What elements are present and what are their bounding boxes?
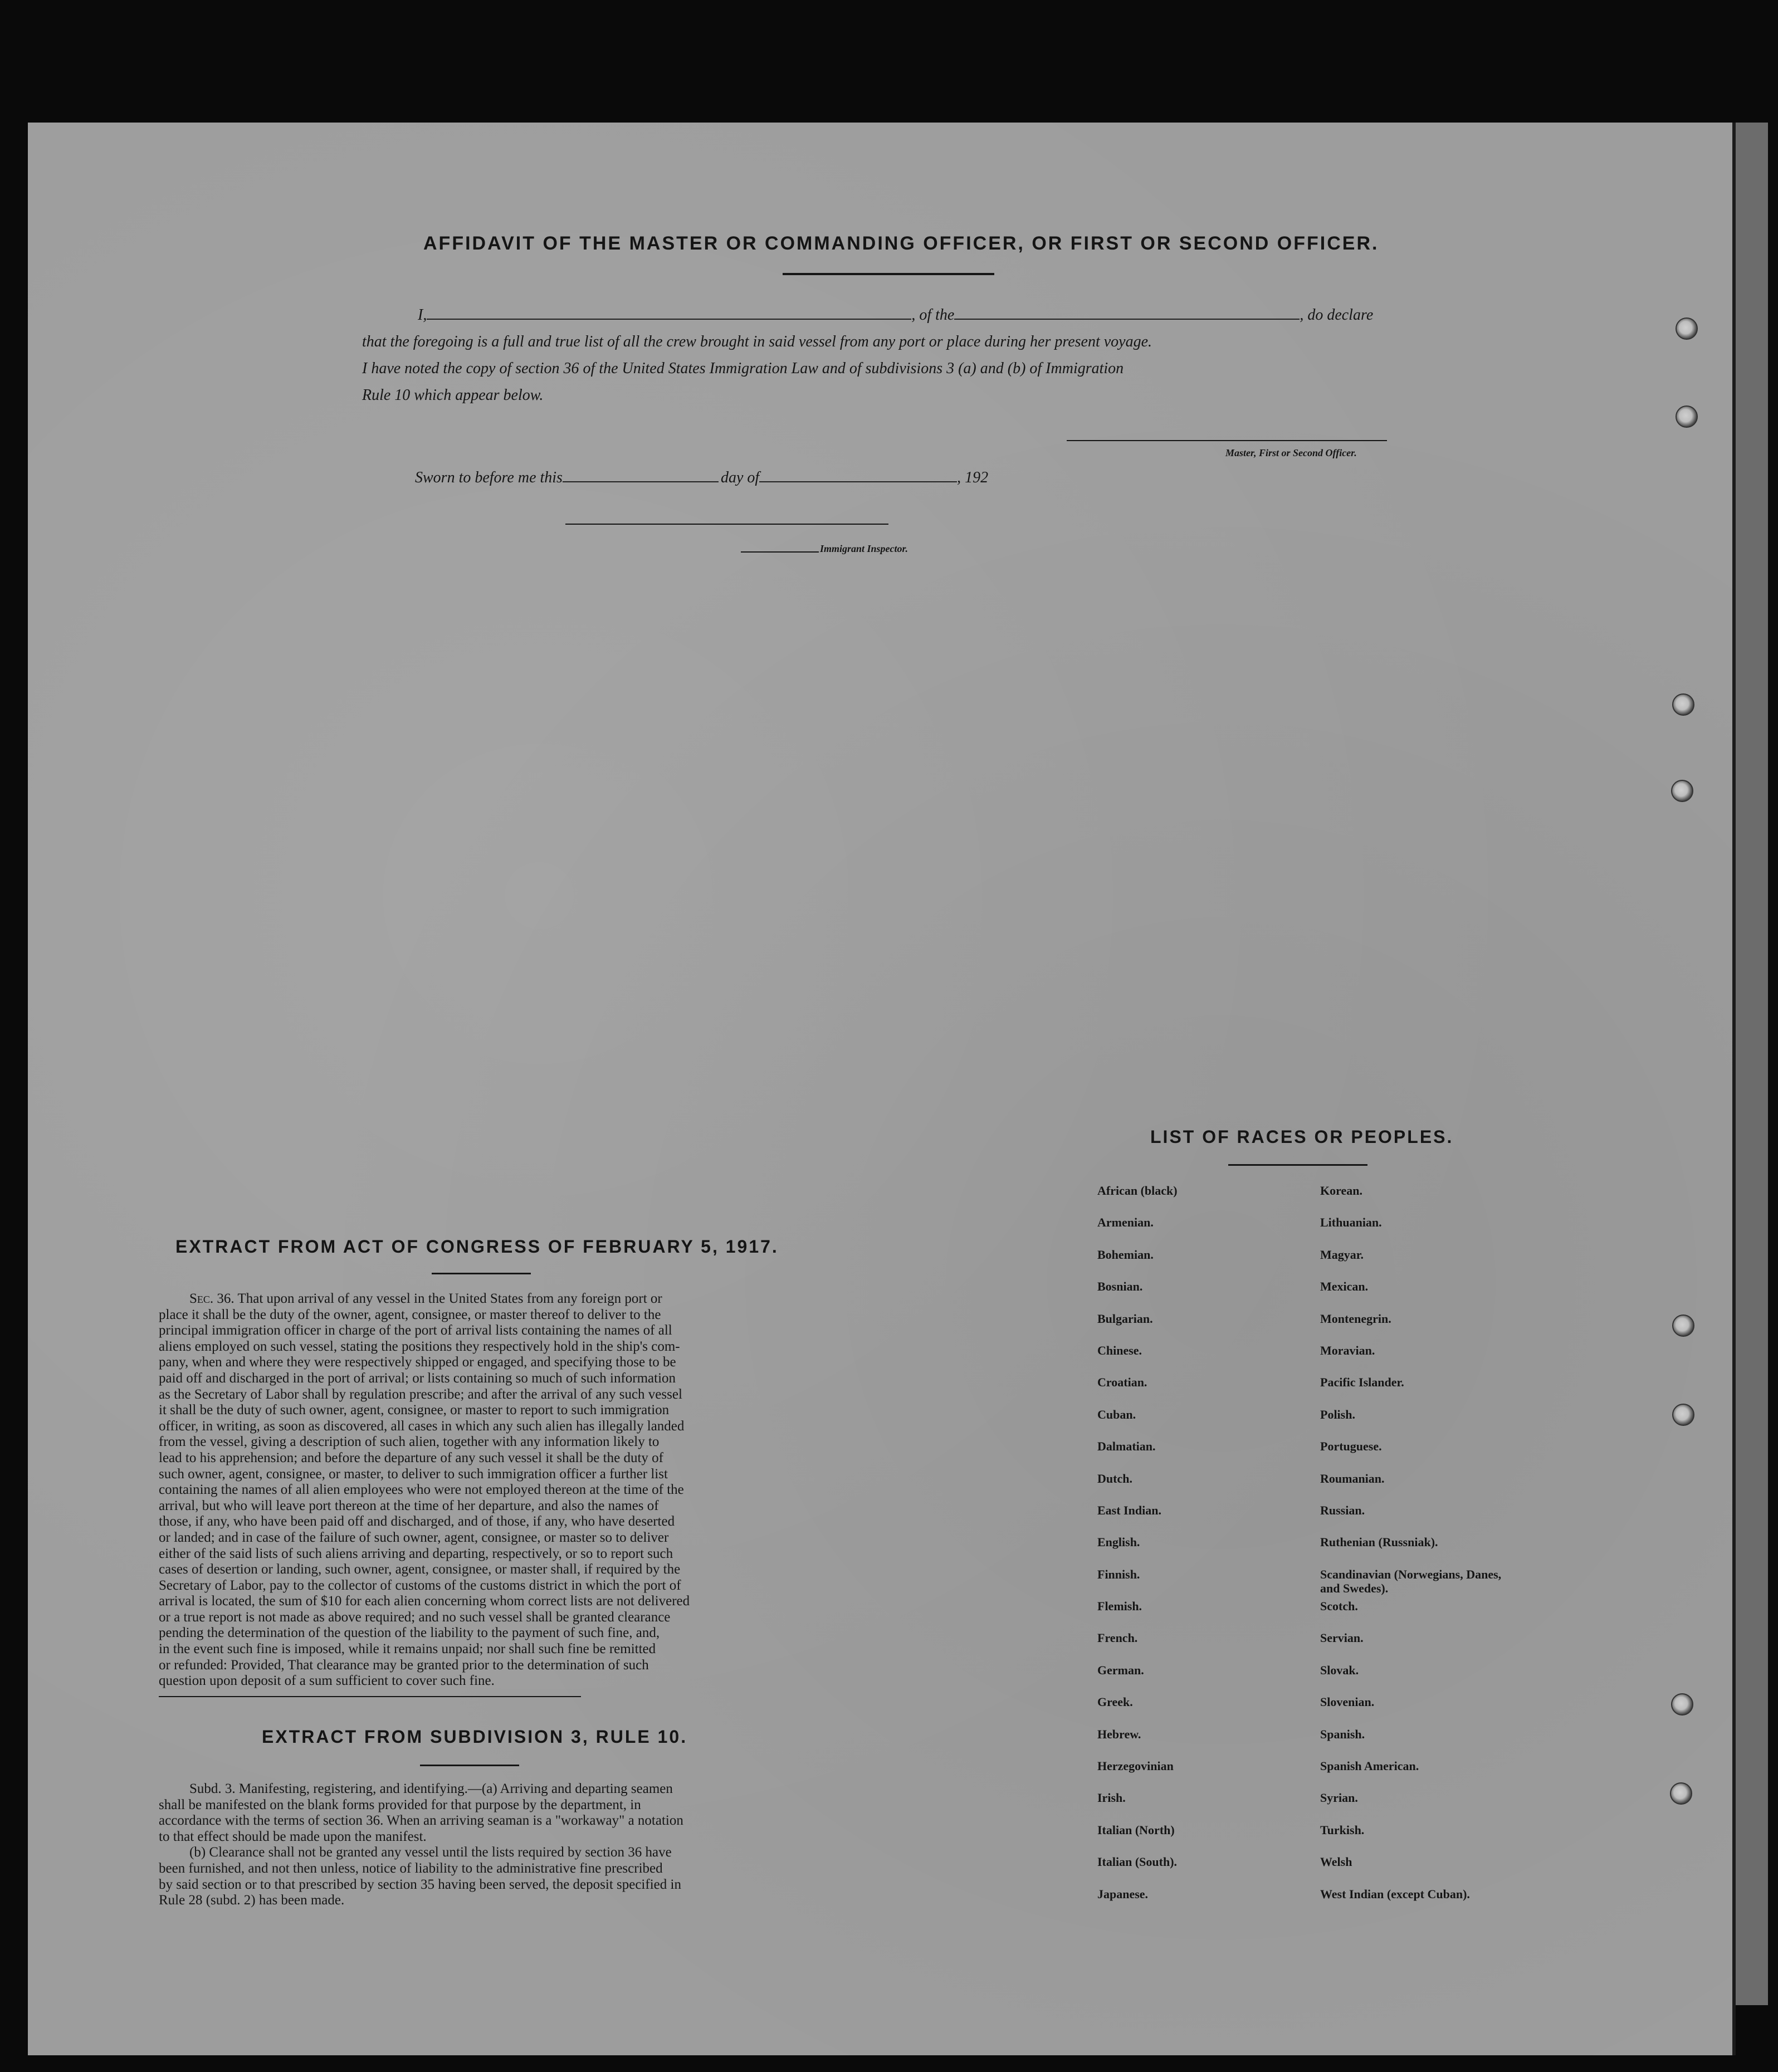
race-item: Armenian. [1097, 1215, 1154, 1230]
affidavit-declaration-line [362, 306, 1373, 324]
race-item: Lithuanian. [1320, 1215, 1382, 1230]
rule-line: to that effect should be made upon the manifest. [159, 1829, 427, 1844]
act-extract-heading: EXTRACT FROM ACT OF CONGRESS OF FEBRUARY 5, 1917. [175, 1237, 779, 1257]
act-line: those, if any, who have been paid off and discharged, and of those, if any, who have deserted [159, 1514, 675, 1529]
race-item: English. [1097, 1535, 1140, 1550]
inspector-short-line [741, 551, 819, 553]
affidavit-line-4: Rule 10 which appear below. [362, 387, 544, 404]
race-item: Cuban. [1097, 1407, 1136, 1421]
binder-hole-icon [1670, 1782, 1692, 1805]
heading-divider [783, 273, 994, 275]
race-item: Japanese. [1097, 1887, 1149, 1901]
binder-hole-icon [1672, 1314, 1694, 1337]
race-item: Italian (North) [1097, 1822, 1175, 1837]
race-item: Welsh [1320, 1855, 1352, 1869]
race-item: Korean. [1320, 1184, 1362, 1198]
rule-line: Rule 28 (subd. 2) has been made. [159, 1893, 345, 1908]
race-item: Russian. [1320, 1503, 1365, 1517]
act-line: question upon deposit of a sum sufficient to cover such fine. [159, 1673, 495, 1689]
master-signature-line[interactable] [1067, 440, 1387, 441]
act-line: officer, in writing, as soon as discovered, all cases in which any such alien has illegally landed [159, 1418, 685, 1434]
race-item: Herzegovinian [1097, 1759, 1174, 1773]
act-line: place it shall be the duty of the owner, agent, consignee, or master thereof to deliver to the [159, 1307, 661, 1322]
sworn-label: Sworn to before me this [415, 469, 563, 486]
act-line: paid off and discharged in the port of arrival; or lists containing so much of such information [159, 1370, 676, 1386]
race-item: Portuguese. [1320, 1439, 1382, 1454]
act-line: aliens employed on such vessel, stating the positions they respectively hold in the ship's com- [159, 1338, 680, 1354]
subdivision-3-text [159, 1781, 799, 1909]
race-item: Pacific Islander. [1320, 1375, 1404, 1390]
binder-hole-icon [1671, 1693, 1693, 1716]
act-line: principal immigration officer in charge of the port of arrival lists containing the names of all [159, 1323, 672, 1338]
act-line: arrival, but who will leave port thereon at the time of her departure, and also the names of [159, 1498, 659, 1513]
race-item: German. [1097, 1663, 1144, 1677]
rule-line: been furnished, and not then unless, notice of liability to the administrative fine prescribed [159, 1860, 663, 1876]
race-item: Greek. [1097, 1695, 1133, 1709]
race-item: Dalmatian. [1097, 1439, 1156, 1454]
races-heading: LIST OF RACES OR PEOPLES. [1150, 1127, 1454, 1147]
binder-hole-icon [1672, 1404, 1694, 1426]
act-line: or a true report is not made as above required; and no such vessel shall be granted clearance [159, 1609, 671, 1625]
races-heading-divider [1228, 1164, 1367, 1166]
race-item: Chinese. [1097, 1343, 1142, 1357]
affidavit-of-the: , of the [911, 306, 955, 324]
race-item: Mexican. [1320, 1279, 1369, 1294]
race-item: Montenegrin. [1320, 1311, 1391, 1326]
race-item: Spanish American. [1320, 1759, 1419, 1773]
race-item: Slovenian. [1320, 1695, 1375, 1709]
act-line: containing the names of all alien employees who were not employed thereon at the time of the [159, 1482, 684, 1498]
rule-line: shall be manifested on the blank forms provided for that purpose by the department, in [159, 1797, 641, 1812]
vessel-blank-field[interactable] [954, 319, 1300, 320]
race-item: French. [1097, 1631, 1138, 1645]
race-item: Servian. [1320, 1631, 1364, 1645]
act-line: or refunded: Provided, That clearance may be granted prior to the determination of such [159, 1657, 649, 1673]
affidavit-do-declare: , do declare [1300, 306, 1374, 324]
race-item: Magyar. [1320, 1247, 1364, 1262]
act-line: from the vessel, giving a description of such alien, together with any information likely to [159, 1434, 660, 1450]
race-item: Moravian. [1320, 1343, 1375, 1357]
race-item: Roumanian. [1320, 1471, 1385, 1485]
race-item: Bulgarian. [1097, 1311, 1153, 1326]
act-line: pending the determination of the question of the liability to the payment of such fine, and, [159, 1625, 660, 1641]
races-list [1097, 1184, 1554, 1919]
race-item: Slovak. [1320, 1663, 1359, 1677]
race-item: Polish. [1320, 1407, 1355, 1421]
binder-hole-icon [1671, 780, 1693, 802]
act-line: That upon arrival of any vessel in the United States from any foreign port or [237, 1291, 662, 1306]
race-item: Italian (South). [1097, 1855, 1178, 1869]
act-line: or landed; and in case of the failure of such owner, agent, consignee, or master so to deliver [159, 1529, 669, 1545]
rule-line: Subd. 3. Manifesting, registering, and identifying.—(a) Arriving and departing seamen [189, 1781, 673, 1796]
act-end-rule [159, 1696, 581, 1697]
act-line: pany, when and where they were respectively shipped or engaged, and specifying those to be [159, 1355, 676, 1370]
race-item: Scandinavian (Norwegians, Danes, and Swedes). [1320, 1567, 1502, 1595]
race-item: Scotch. [1320, 1599, 1358, 1614]
sworn-day-blank[interactable] [563, 481, 719, 482]
inspector-label: Immigrant Inspector. [820, 543, 908, 554]
race-item: African (black) [1097, 1184, 1178, 1198]
section-label: Sec. 36. [189, 1291, 235, 1306]
act-line: it shall be the duty of such owner, agent, consignee, or master to report to such immigration [159, 1402, 670, 1418]
race-item: Spanish. [1320, 1727, 1365, 1741]
sworn-month-blank[interactable] [759, 481, 957, 482]
affidavit-line-3: I have noted the copy of section 36 of the United States Immigration Law and of subdivisions 3 (a) and (b) of Immigration [362, 360, 1124, 377]
sworn-line [415, 469, 988, 487]
binder-hole-icon [1676, 317, 1698, 340]
binder-hole-icon [1676, 405, 1698, 428]
race-item: Finnish. [1097, 1567, 1140, 1581]
race-item: Bohemian. [1097, 1247, 1154, 1262]
race-item: Turkish. [1320, 1822, 1365, 1837]
day-of-label: day of [720, 469, 760, 486]
affidavit-heading: AFFIDAVIT OF THE MASTER OR COMMANDING OFFICER, OR FIRST OR SECOND OFFICER. [423, 233, 1379, 254]
race-item: Dutch. [1097, 1471, 1132, 1485]
race-item: East Indian. [1097, 1503, 1161, 1517]
affidavit-line-2: that the foregoing is a full and true list of all the crew brought in said vessel from any port or place during her present voyage. [362, 333, 1152, 350]
act-line: either of the said lists of such aliens arriving and departing, respectively, or so to report such [159, 1546, 673, 1561]
act-heading-divider [432, 1273, 531, 1274]
rule-line: (b) Clearance shall not be granted any vessel until the lists required by section 36 have [189, 1845, 672, 1860]
act-line: lead to his apprehension; and before the departure of any such vessel it shall be the duty of [159, 1450, 663, 1465]
rule-line: by said section or to that prescribed by section 35 having been served, the deposit specified in [159, 1876, 681, 1892]
race-item: Croatian. [1097, 1375, 1147, 1390]
race-item: Hebrew. [1097, 1727, 1141, 1741]
master-signature-label: Master, First or Second Officer. [1225, 447, 1357, 458]
act-line: arrival is located, the sum of $10 for each alien concerning whom correct lists are not delivered [159, 1594, 690, 1609]
act-line: as the Secretary of Labor shall by regulation prescribe; and after the arrival of any such vessel [159, 1386, 682, 1402]
rule-extract-heading: EXTRACT FROM SUBDIVISION 3, RULE 10. [262, 1727, 688, 1747]
race-item: Syrian. [1320, 1791, 1358, 1805]
affidavit-i-label: I, [418, 306, 427, 324]
year-label: , 192 [957, 469, 989, 486]
race-item: West Indian (except Cuban). [1320, 1887, 1470, 1901]
race-item: Irish. [1097, 1791, 1126, 1805]
rule-line: accordance with the terms of section 36. When an arriving seaman is a "workaway" a notation [159, 1813, 683, 1829]
section-36-text [159, 1291, 799, 1689]
inspector-signature-line[interactable] [565, 524, 888, 525]
act-line: in the event such fine is imposed, while it remains unpaid; nor shall such fine be remitted [159, 1641, 656, 1657]
act-line: cases of desertion or landing, such owner, agent, consignee, or master shall, if required by the [159, 1562, 681, 1577]
race-item: Flemish. [1097, 1599, 1142, 1614]
act-line: Secretary of Labor, pay to the collector of customs of the customs district in which the port of [159, 1577, 681, 1593]
rule-heading-divider [420, 1765, 519, 1766]
act-line: such owner, agent, consignee, or master, to deliver to such immigration officer a further list [159, 1466, 668, 1482]
name-blank-field[interactable] [427, 319, 911, 320]
binder-hole-icon [1672, 693, 1694, 716]
race-item: Ruthenian (Russniak). [1320, 1535, 1438, 1550]
race-item: Bosnian. [1097, 1279, 1143, 1294]
